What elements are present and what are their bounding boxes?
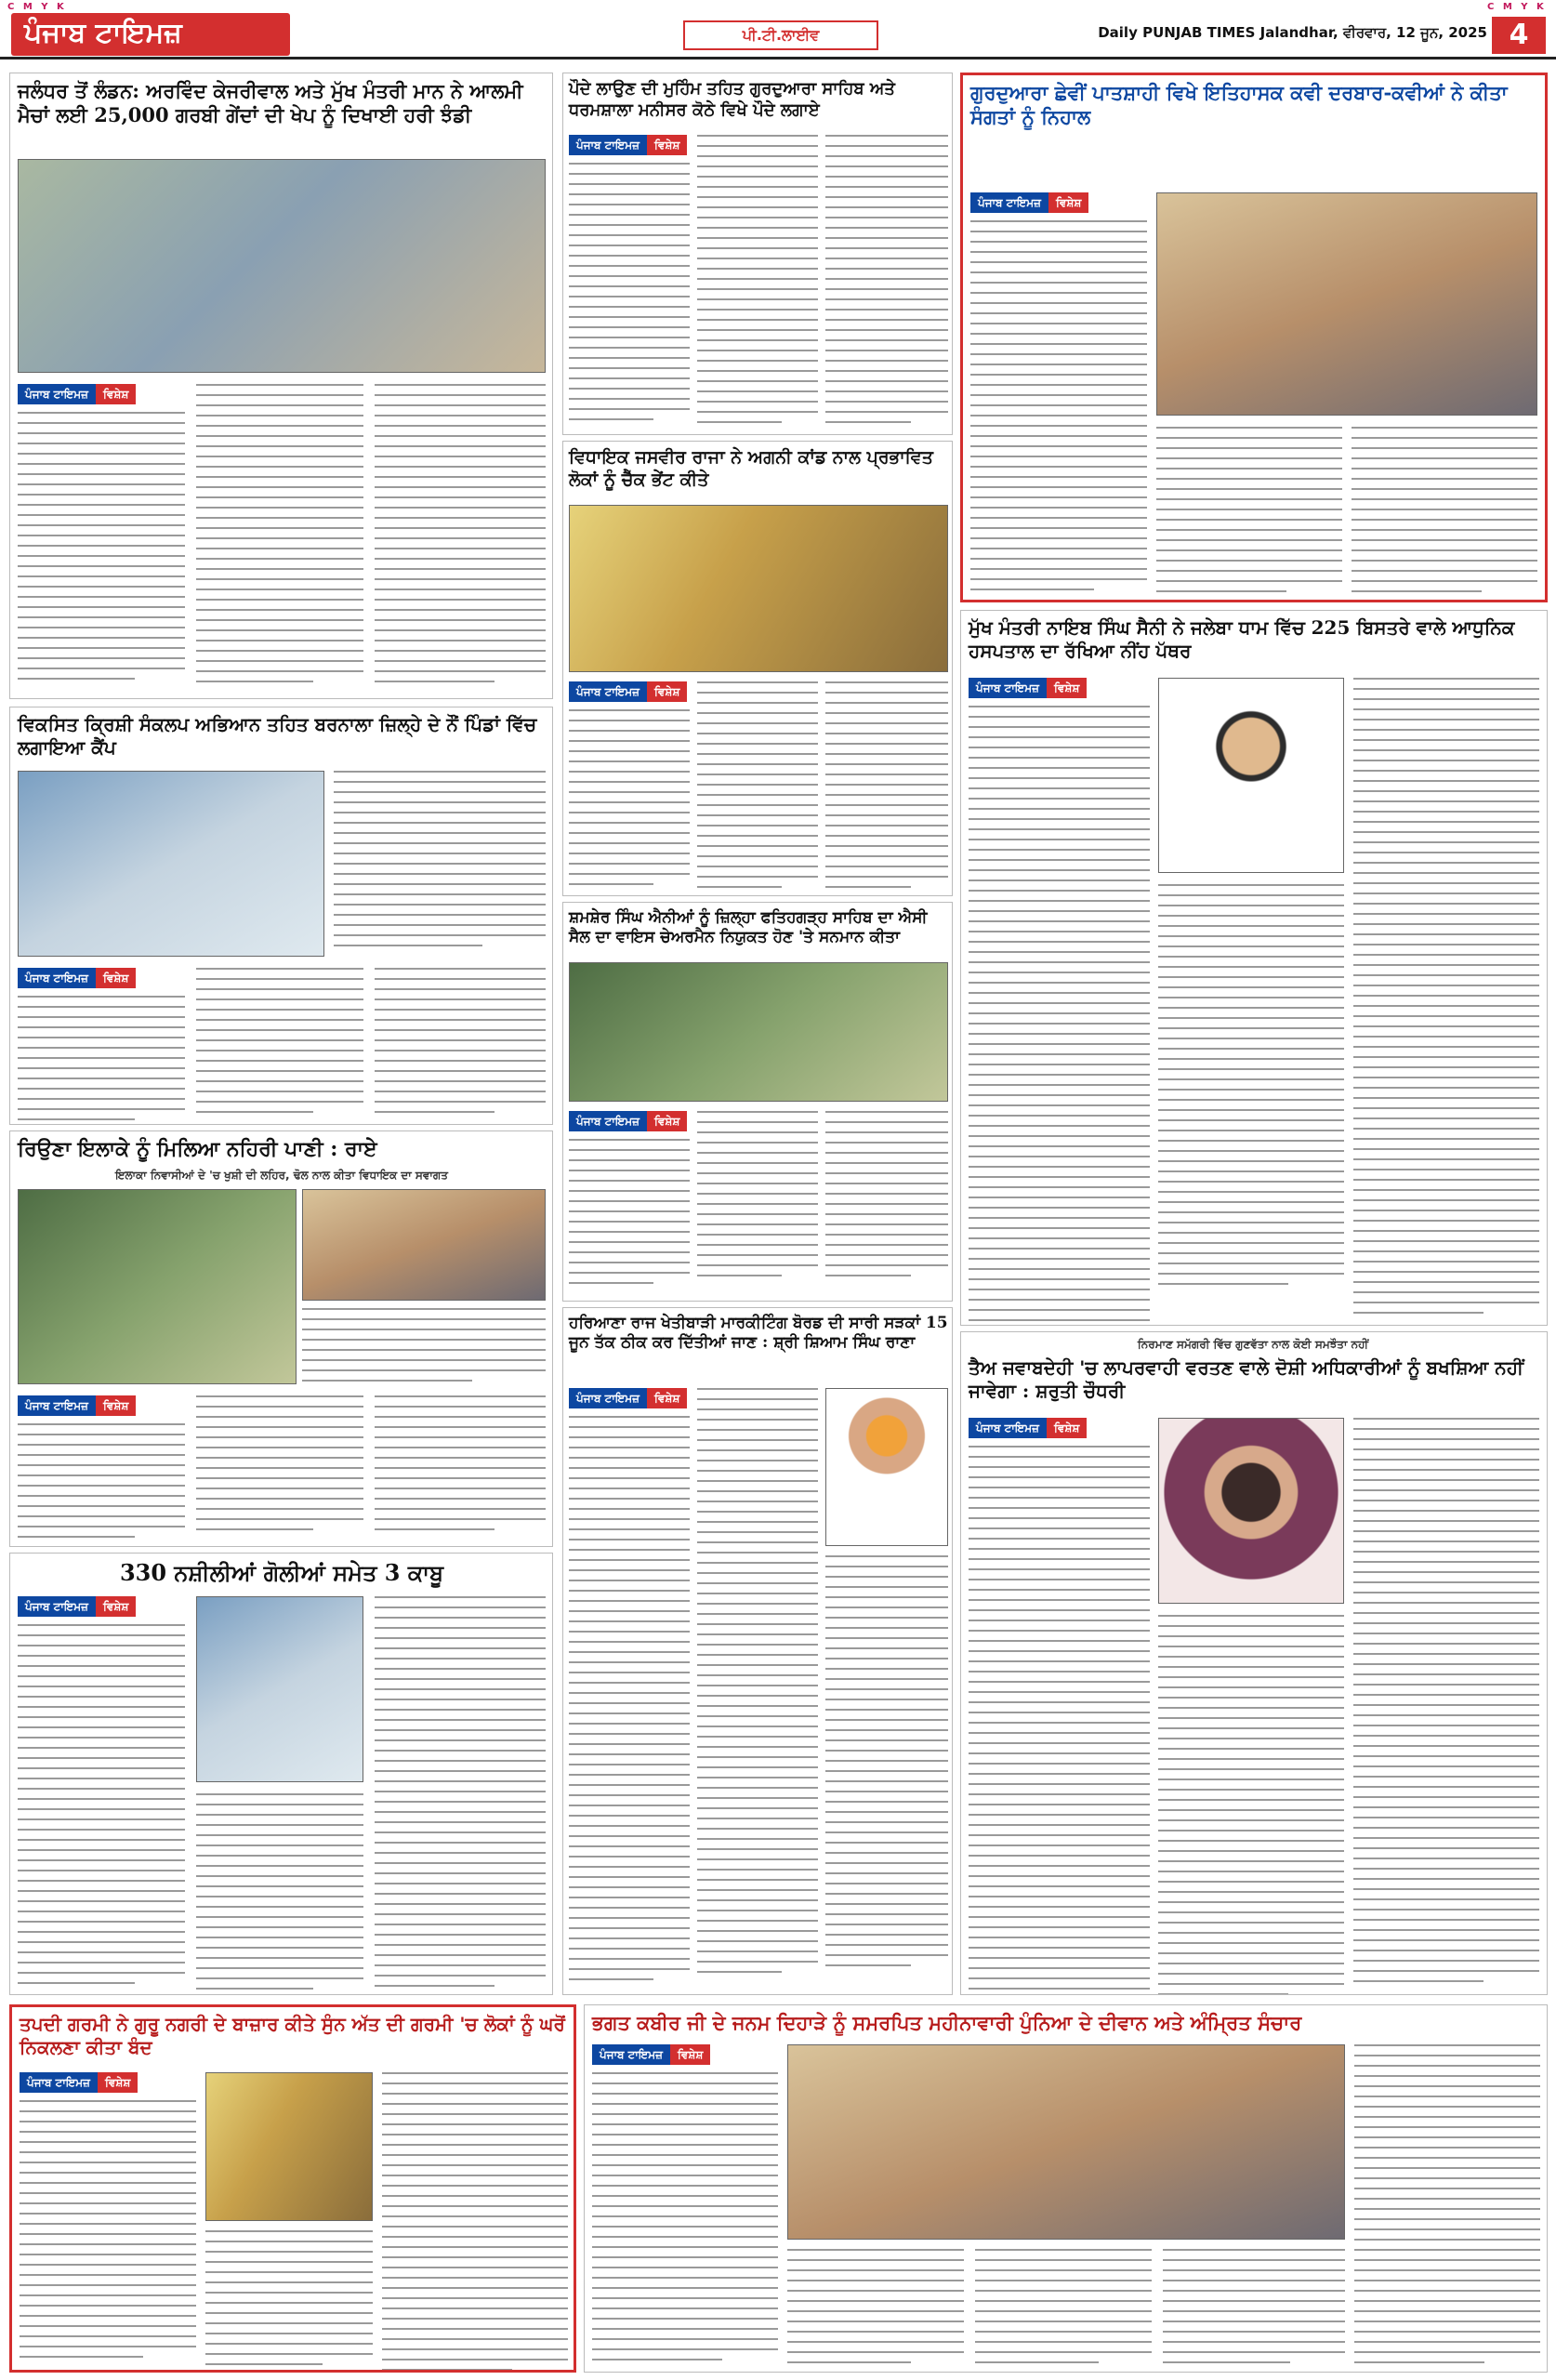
body-text xyxy=(20,2100,196,2366)
byline-badge xyxy=(18,384,136,404)
body-text xyxy=(205,2230,373,2373)
badge-brand: ਪੰਜਾਬ ਟਾਇਮਜ਼ xyxy=(569,135,647,155)
badge-brand: ਪੰਜਾਬ ਟਾਇਮਜ਼ xyxy=(569,1388,647,1408)
print-marks-right: C M Y K xyxy=(1487,2,1547,12)
story-gurdwara-kavi-darbar xyxy=(960,73,1548,602)
badge-special: ਵਿਸ਼ੇਸ਼ xyxy=(647,1388,687,1408)
badge-special: ਵਿਸ਼ੇਸ਼ xyxy=(96,1596,136,1617)
story-heat-wave xyxy=(9,2004,576,2373)
body-text xyxy=(569,709,690,893)
story-krishi-camp xyxy=(9,707,553,1125)
photo-police-arrest xyxy=(196,1596,363,1782)
story-jasvir-raja xyxy=(562,441,953,896)
story-330-tablets xyxy=(9,1553,553,1995)
body-text xyxy=(1354,2044,1540,2372)
body-text xyxy=(825,681,948,896)
body-text xyxy=(196,1395,363,1539)
badge-special: ਵਿਸ਼ੇਸ਼ xyxy=(647,1111,687,1131)
photo-kavi-darbar xyxy=(1156,192,1537,416)
body-text xyxy=(1158,1615,1344,1995)
story-shamsher-singh xyxy=(562,902,953,1302)
body-text xyxy=(697,135,818,431)
body-text xyxy=(18,1624,185,1992)
body-text xyxy=(334,771,546,955)
story-gurdwara-plants xyxy=(562,73,953,435)
byline-badge xyxy=(569,681,687,702)
byline-badge xyxy=(18,1395,136,1416)
masthead xyxy=(0,0,1556,60)
byline-badge xyxy=(970,192,1088,213)
story-nayab-saini xyxy=(960,610,1548,1326)
photo-krishi-camp xyxy=(18,771,324,957)
body-text xyxy=(18,996,185,1125)
story-bhagat-kabir xyxy=(584,2004,1548,2373)
photo-riuna-canal xyxy=(302,1189,546,1301)
byline-badge xyxy=(569,1388,687,1408)
body-text xyxy=(375,968,546,1121)
body-text xyxy=(375,384,546,691)
headline-heat-wave: ਤਪਦੀ ਗਰਮੀ ਨੇ ਗੁਰੂ ਨਗਰੀ ਦੇ ਬਾਜ਼ਾਰ ਕੀਤੇ ਸੁੰਨ ਅੱਤ ਦੀ ਗਰਮੀ 'ਚ ਲੋਕਾਂ ਨੂੰ ਘਰੋਂ ਨਿਕਲਣਾ ਕੀਤਾ ਬੰਦ xyxy=(20,2013,565,2058)
body-text xyxy=(1353,678,1539,1322)
photo-riuna-celebration xyxy=(18,1189,297,1384)
print-marks-left: C M Y K xyxy=(7,2,67,12)
byline-badge xyxy=(969,1418,1087,1438)
story-kejriwal xyxy=(9,73,553,699)
byline-badge xyxy=(969,678,1087,698)
headline-330-tablets: 330 ਨਸ਼ੀਲੀਆਂ ਗੋਲੀਆਂ ਸਮੇਤ 3 ਕਾਬੂ xyxy=(119,1559,444,1586)
body-text xyxy=(375,1596,546,1995)
kicker-riuna: ਇਲਾਕਾ ਨਿਵਾਸੀਆਂ ਦੇ 'ਚ ਖੁਸ਼ੀ ਦੀ ਲਹਿਰ, ਢੋਲ ਨਾਲ ਕੀਤਾ ਵਿਧਾਇਕ ਦਾ ਸਵਾਗਤ xyxy=(115,1169,448,1182)
photo-nayab-saini-portrait xyxy=(1158,678,1344,873)
badge-special: ਵਿਸ਼ੇਸ਼ xyxy=(96,384,136,404)
badge-special: ਵਿਸ਼ੇਸ਼ xyxy=(96,968,136,988)
photo-kabir-diwan xyxy=(787,2044,1345,2240)
kicker-shruti: ਨਿਰਮਾਣ ਸਮੱਗਰੀ ਵਿੱਚ ਗੁਣਵੱਤਾ ਨਾਲ ਕੋਈ ਸਮਝੌਤਾ ਨਹੀਂ xyxy=(1137,1338,1369,1351)
body-text xyxy=(196,968,363,1121)
body-text xyxy=(787,2249,964,2372)
badge-brand: ਪੰਜਾਬ ਟਾਇਮਜ਼ xyxy=(969,678,1047,698)
dateline: Daily PUNJAB TIMES Jalandhar, ਵੀਰਵਾਰ, 12 ਜੂਨ, 2025 xyxy=(1098,24,1487,41)
byline-badge xyxy=(18,1596,136,1617)
badge-special: ਵਿਸ਼ੇਸ਼ xyxy=(647,135,687,155)
body-text xyxy=(569,1416,690,1989)
body-text xyxy=(825,135,948,431)
body-text xyxy=(196,1793,363,1995)
badge-brand: ਪੰਜਾਬ ਟਾਇਮਜ਼ xyxy=(569,681,647,702)
body-text xyxy=(18,412,185,688)
body-text xyxy=(592,2072,778,2369)
body-text xyxy=(1158,884,1344,1293)
body-text xyxy=(975,2249,1152,2372)
newspaper-logo: ਪੰਜਾਬ ਟਾਇਮਜ਼ xyxy=(11,13,290,56)
body-text xyxy=(196,384,363,691)
headline-kejriwal: ਜਲੰਧਰ ਤੋਂ ਲੰਡਨ: ਅਰਵਿੰਦ ਕੇਜਰੀਵਾਲ ਅਤੇ ਮੁੱਖ ਮੰਤਰੀ ਮਾਨ ਨੇ ਆਲਮੀ ਮੈਚਾਂ ਲਈ 25,000 ਗਰਬੀ ਗੇਂਦਾਂ ਦੀ ਖੇਪ ਨੂੰ ਦਿਖਾਈ ਹਰੀ ਝੰਡੀ xyxy=(18,79,523,127)
body-text xyxy=(569,1139,690,1292)
badge-brand: ਪੰਜਾਬ ਟਾਇਮਜ਼ xyxy=(18,384,96,404)
headline-riuna: ਰਿਉਣਾ ਇਲਾਕੇ ਨੂੰ ਮਿਲਿਆ ਨਹਿਰੀ ਪਾਣੀ : ਰਾਏ xyxy=(18,1137,377,1161)
headline-shruti: ਤੈਅ ਜਵਾਬਦੇਹੀ 'ਚ ਲਾਪਰਵਾਹੀ ਵਰਤਣ ਵਾਲੇ ਦੋਸ਼ੀ ਅਧਿਕਾਰੀਆਂ ਨੂੰ ਬਖਸ਼ਿਆ ਨਹੀਂ ਜਾਵੇਗਾ : ਸ਼ਰੁਤੀ ਚੌਧਰੀ xyxy=(969,1356,1524,1402)
body-text xyxy=(569,163,690,429)
badge-brand: ਪੰਜਾਬ ਟਾਇਮਜ਼ xyxy=(20,2072,98,2093)
body-text xyxy=(18,1423,185,1546)
badge-special: ਵਿਸ਼ੇਸ਼ xyxy=(1048,192,1088,213)
headline-nayab-saini: ਮੁੱਖ ਮੰਤਰੀ ਨਾਇਬ ਸਿੰਘ ਸੈਨੀ ਨੇ ਜਲੇਬਾ ਧਾਮ ਵਿੱਚ 225 ਬਿਸਤਰੇ ਵਾਲੇ ਆਧੁਨਿਕ ਹਸਪਤਾਲ ਦਾ ਰੱਖਿਆ ਨੀਂਹ ਪੱਥਰ xyxy=(969,616,1515,662)
photo-shamsher-honour xyxy=(569,962,948,1102)
badge-brand: ਪੰਜਾਬ ਟਾਇਮਜ਼ xyxy=(18,968,96,988)
byline-badge xyxy=(18,968,136,988)
photo-kejriwal-event xyxy=(18,159,546,373)
headline-jasvir-raja: ਵਿਧਾਇਕ ਜਸਵੀਰ ਰਾਜਾ ਨੇ ਅਗਨੀ ਕਾਂਡ ਨਾਲ ਪ੍ਰਭਾਵਿਤ ਲੋਕਾਂ ਨੂੰ ਚੈੱਕ ਭੇਂਟ ਕੀਤੇ xyxy=(569,447,933,490)
byline-badge xyxy=(592,2044,710,2065)
badge-brand: ਪੰਜਾਬ ਟਾਇਮਜ਼ xyxy=(18,1395,96,1416)
headline-bhagat-kabir: ਭਗਤ ਕਬੀਰ ਜੀ ਦੇ ਜਨਮ ਦਿਹਾੜੇ ਨੂੰ ਸਮਰਪਿਤ ਮਹੀਨਾਵਾਰੀ ਪੁੰਨਿਆ ਦੇ ਦੀਵਾਨ ਅਤੇ ਅੰਮ੍ਰਿਤ ਸੰਚਾਰ xyxy=(592,2011,1302,2034)
badge-brand: ਪੰਜਾਬ ਟਾਇਮਜ਼ xyxy=(569,1111,647,1131)
photo-shruti-chaudhary xyxy=(1158,1418,1344,1604)
badge-special: ਵਿਸ਼ੇਸ਼ xyxy=(98,2072,138,2093)
badge-brand: ਪੰਜਾਬ ਟਾਇਮਜ਼ xyxy=(969,1418,1047,1438)
body-text xyxy=(697,1111,818,1285)
photo-shyam-singh-rana xyxy=(825,1388,948,1546)
story-haryana-roads xyxy=(562,1307,953,1995)
badge-special: ਵਿਸ਼ੇਸ਼ xyxy=(670,2044,710,2065)
body-text xyxy=(969,706,1150,1326)
body-text xyxy=(1156,427,1342,601)
photo-cheque-distribution xyxy=(569,505,948,672)
body-text xyxy=(382,2072,568,2373)
headline-haryana-roads: ਹਰਿਆਣਾ ਰਾਜ ਖੇਤੀਬਾੜੀ ਮਾਰਕੀਟਿੰਗ ਬੋਰਡ ਦੀ ਸਾਰੀ ਸੜਕਾਂ 15 ਜੂਨ ਤੱਕ ਠੀਕ ਕਰ ਦਿੱਤੀਆਂ ਜਾਣ : ਸ਼੍ਰੀ ਸ਼ਿਆਮ ਸਿੰਘ ਰਾਣਾ xyxy=(569,1314,948,1353)
headline-shamsher: ਸ਼ਮਸ਼ੇਰ ਸਿੰਘ ਐਨੀਆਂ ਨੂੰ ਜ਼ਿਲ੍ਹਾ ਫਤਿਹਗੜ੍ਹ ਸਾਹਿਬ ਦਾ ਐਸੀ ਸੈਲ ਦਾ ਵਾਇਸ ਚੇਅਰਮੈਨ ਨਿਯੁਕਤ ਹੋਣ 'ਤੇ ਸਨਮਾਨ ਕੀਤਾ xyxy=(569,908,928,947)
page-number: 4 xyxy=(1492,17,1546,54)
byline-badge xyxy=(569,135,687,155)
story-riuna-canal xyxy=(9,1130,553,1547)
badge-special: ਵਿਸ਼ੇਸ਼ xyxy=(1047,678,1087,698)
badge-brand: ਪੰਜਾਬ ਟਾਇਮਜ਼ xyxy=(592,2044,670,2065)
headline-kavi-darbar: ਗੁਰਦੁਆਰਾ ਛੇਵੀਂ ਪਾਤਸ਼ਾਹੀ ਵਿਖੇ ਇਤਿਹਾਸਕ ਕਵੀ ਦਰਬਾਰ-ਕਵੀਆਂ ਨੇ ਕੀਤਾ ਸੰਗਤਾਂ ਨੂੰ ਨਿਹਾਲ xyxy=(970,81,1508,129)
story-shruti-chaudhary xyxy=(960,1331,1548,1995)
badge-brand: ਪੰਜਾਬ ਟਾਇਮਜ਼ xyxy=(18,1596,96,1617)
byline-badge xyxy=(20,2072,138,2093)
badge-special: ਵਿਸ਼ੇਸ਼ xyxy=(1047,1418,1087,1438)
headline-gurdwara-plants: ਪੌਦੇ ਲਾਉਣ ਦੀ ਮੁਹਿੰਮ ਤਹਿਤ ਗੁਰਦੁਆਰਾ ਸਾਹਿਬ ਅਤੇ ਧਰਮਸ਼ਾਲਾ ਮਨੀਸਰ ਕੋਠੇ ਵਿਖੇ ਪੌਦੇ ਲਗਾਏ xyxy=(569,79,895,120)
body-text xyxy=(1353,1418,1539,1990)
byline-badge xyxy=(569,1111,687,1131)
body-text xyxy=(825,1111,948,1285)
photo-empty-market xyxy=(205,2072,373,2221)
body-text xyxy=(969,1446,1150,1995)
badge-special: ਵਿਸ਼ੇਸ਼ xyxy=(96,1395,136,1416)
body-text xyxy=(697,1388,818,1981)
headline-krishi-camp: ਵਿਕਸਿਤ ਕ੍ਰਿਸ਼ੀ ਸੰਕਲਪ ਅਭਿਆਨ ਤਹਿਤ ਬਰਨਾਲਾ ਜ਼ਿਲ੍ਹੇ ਦੇ ਨੌਂ ਪਿੰਡਾਂ ਵਿੱਚ ਲਗਾਇਆ ਕੈਂਪ xyxy=(18,713,537,759)
badge-brand: ਪੰਜਾਬ ਟਾਇਮਜ਼ xyxy=(970,192,1048,213)
section-tag: ਪੀ.ਟੀ.ਲਾਈਵ xyxy=(683,20,878,50)
badge-special: ਵਿਸ਼ੇਸ਼ xyxy=(647,681,687,702)
body-text xyxy=(1352,427,1537,601)
body-text xyxy=(375,1395,546,1539)
body-text xyxy=(697,681,818,896)
body-text xyxy=(1163,2249,1345,2372)
body-text xyxy=(970,220,1147,599)
body-text xyxy=(825,1555,948,1975)
body-text xyxy=(302,1308,546,1390)
